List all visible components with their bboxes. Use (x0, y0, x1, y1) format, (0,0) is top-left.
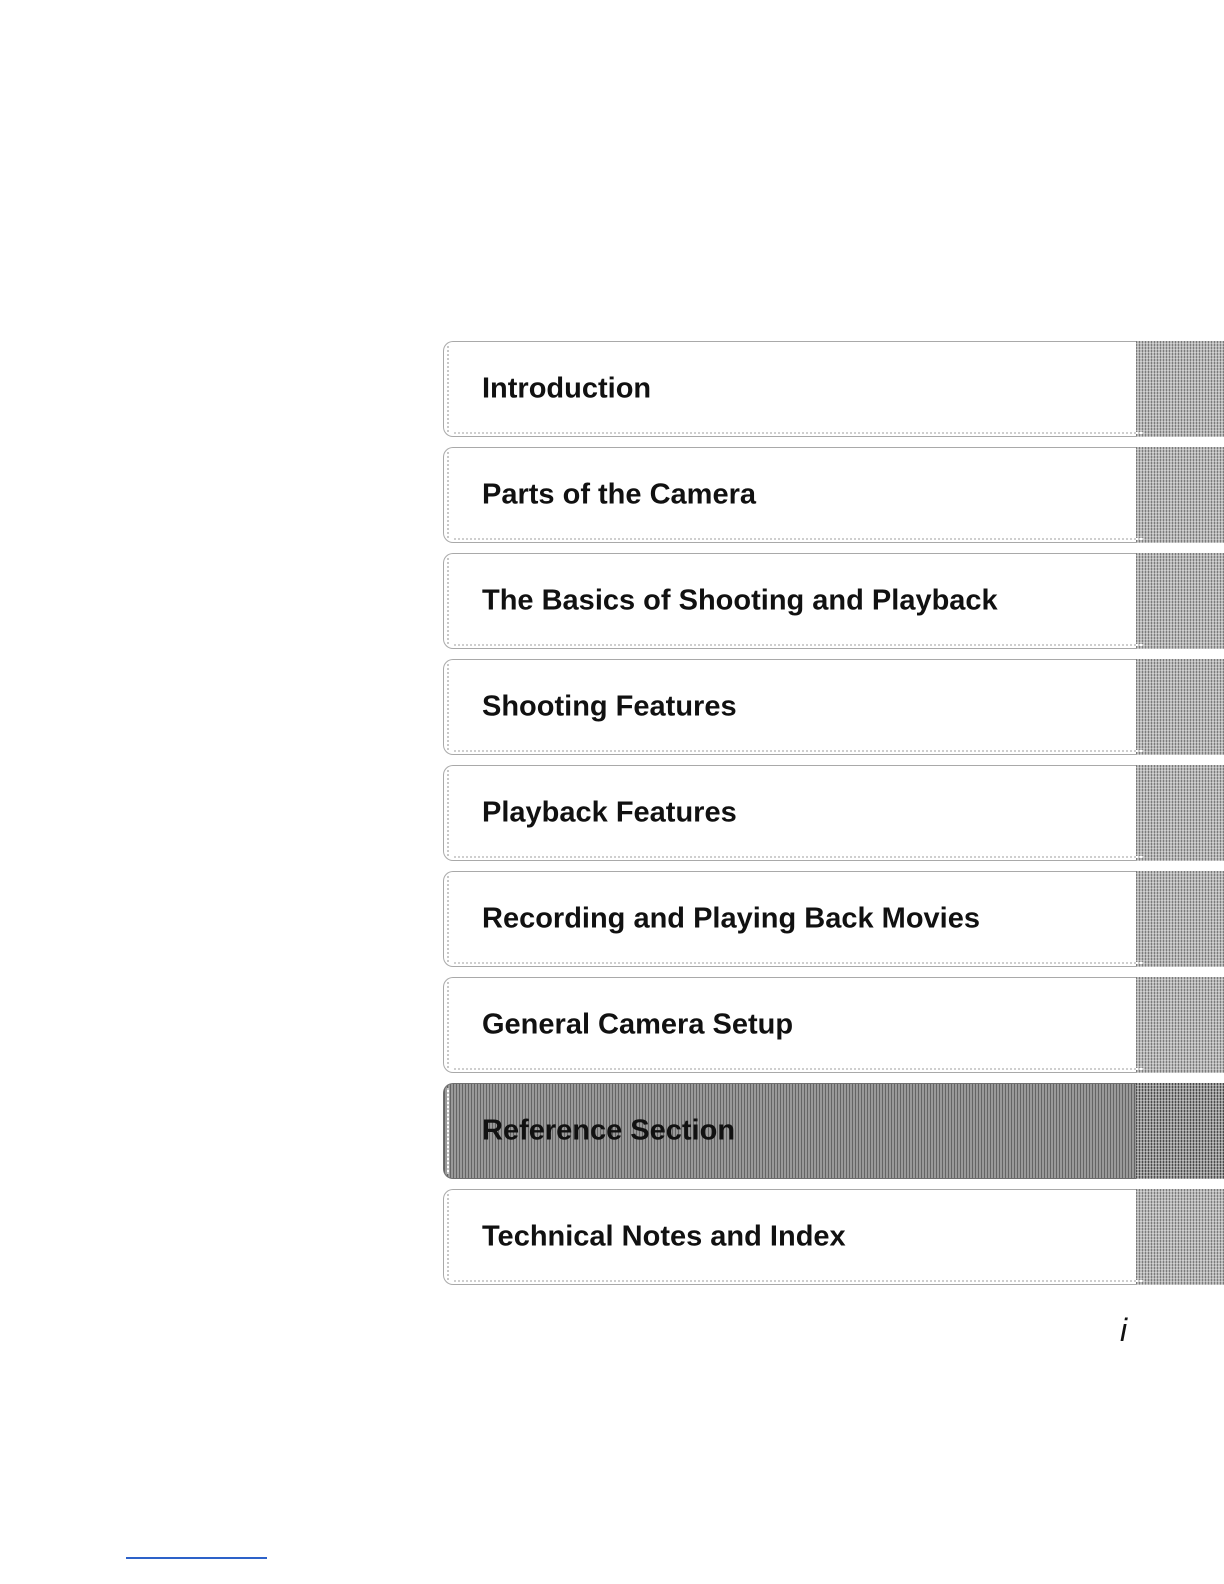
toc-tab-label: General Camera Setup (482, 1008, 794, 1041)
toc-tab-playback-features[interactable] (443, 765, 1224, 861)
section-marker (1136, 1083, 1224, 1179)
toc-tab-label: Shooting Features (482, 690, 737, 723)
toc-tab-basics-of-shooting-and-playback[interactable] (443, 553, 1224, 649)
toc-tab-recording-and-playing-back-movies[interactable] (443, 871, 1224, 967)
section-marker (1136, 659, 1224, 755)
toc-tab-label: Technical Notes and Index (482, 1220, 846, 1253)
section-marker (1136, 341, 1224, 437)
toc-tab-reference-section[interactable] (443, 1083, 1224, 1179)
toc-tab-introduction[interactable] (443, 341, 1224, 437)
toc-tab-label: Playback Features (482, 796, 737, 829)
toc-tab-label: Recording and Playing Back Movies (482, 902, 980, 935)
toc-tab-general-camera-setup[interactable] (443, 977, 1224, 1073)
table-of-contents (443, 341, 1224, 1295)
section-marker (1136, 977, 1224, 1073)
toc-tab-technical-notes-and-index[interactable] (443, 1189, 1224, 1285)
section-marker (1136, 871, 1224, 967)
page-number: i (1120, 1312, 1128, 1348)
section-marker (1136, 1189, 1224, 1285)
toc-tab-label: Reference Section (482, 1114, 736, 1147)
toc-tab-shooting-features[interactable] (443, 659, 1224, 755)
section-marker (1136, 553, 1224, 649)
section-marker (1136, 447, 1224, 543)
toc-tab-parts-of-the-camera[interactable] (443, 447, 1224, 543)
footer-rule (126, 1557, 267, 1559)
toc-tab-label: Introduction (482, 372, 652, 405)
section-marker (1136, 765, 1224, 861)
toc-tab-label: The Basics of Shooting and Playback (482, 584, 998, 617)
toc-tab-label: Parts of the Camera (482, 478, 756, 511)
